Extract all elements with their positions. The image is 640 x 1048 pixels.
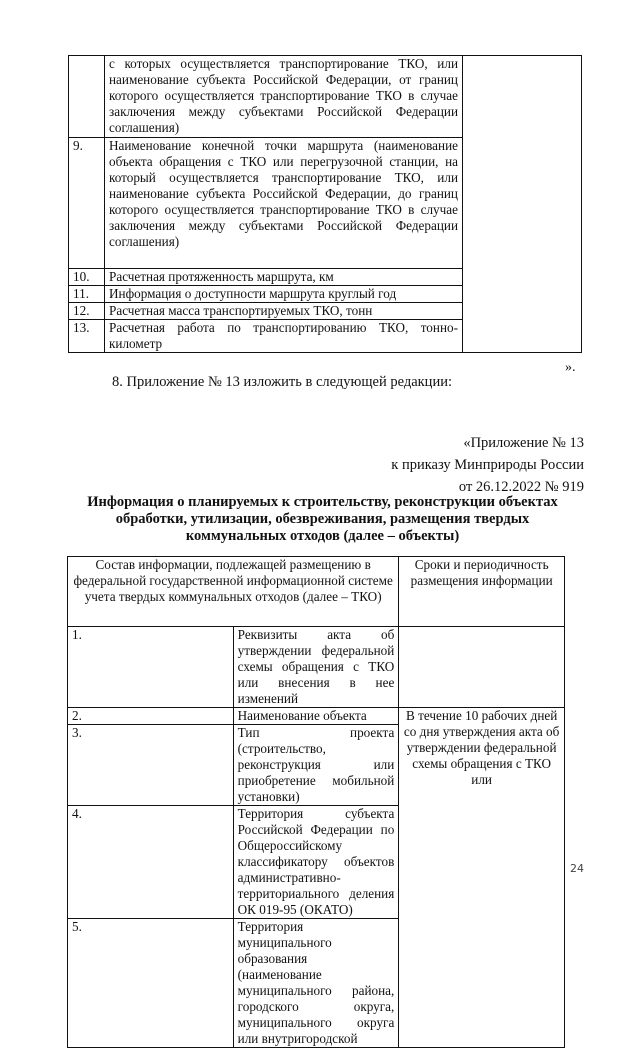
row-number: 11. xyxy=(69,286,105,303)
row-description: Информация о доступности маршрута круглый год xyxy=(105,286,463,303)
route-info-table-continued xyxy=(68,55,582,353)
section-title: Информация о планируемых к строительству, реконструкции объектах обработки, утилизации, обезвреживания, размещения твердых коммунальных отходов (далее – объекты) xyxy=(87,494,558,544)
table-header-row xyxy=(68,557,565,627)
period-cell xyxy=(463,56,582,353)
row-description: с которых осуществляется транспортирование ТКО, или наименование субъекта Российской Федерации, от границ которого осуществляется транспортирование ТКО в случае заключения между субъектами Российской Федерации соглашения) xyxy=(105,56,463,138)
header-period: Сроки и периодичность размещения информации xyxy=(399,557,565,627)
table-row xyxy=(68,708,565,725)
page-number: 24 xyxy=(570,862,584,875)
row-description: Наименование объекта xyxy=(233,708,399,725)
row-number: 10. xyxy=(69,269,105,286)
period-cell-empty xyxy=(399,627,565,708)
row-number: 1. xyxy=(68,627,234,708)
row-number: 13. xyxy=(69,320,105,353)
facilities-info-table xyxy=(67,556,565,1048)
row-description: Расчетная протяженность маршрута, км xyxy=(105,269,463,286)
row-number: 4. xyxy=(68,806,234,919)
row-number: 12. xyxy=(69,303,105,320)
row-number: 2. xyxy=(68,708,234,725)
annex-reference xyxy=(391,432,584,498)
table-row xyxy=(68,627,565,708)
row-description: Территория субъекта Российской Федерации по Общероссийскому классификатору объектов административно-территориального деления ОК 019-95 (ОКАТО) xyxy=(233,806,399,919)
row-number: 5. xyxy=(68,919,234,1048)
closing-quote: ». xyxy=(565,360,576,375)
annex-line: «Приложение № 13 xyxy=(463,435,584,451)
period-cell: В течение 10 рабочих дней со дня утверждения акта об утверждении федеральной схемы обращения с ТКО или xyxy=(399,708,565,1048)
annex-line: к приказу Минприроды России xyxy=(391,457,584,473)
row-description: Тип проекта (строительство, реконструкция или приобретение мобильной установки) xyxy=(233,725,399,806)
annex-line: от 26.12.2022 № 919 xyxy=(458,479,584,495)
row-number: 9. xyxy=(69,138,105,269)
row-number xyxy=(69,56,105,138)
table-row xyxy=(69,56,582,138)
amendment-instruction: 8. Приложение № 13 изложить в следующей редакции: xyxy=(112,374,452,390)
row-description: Расчетная работа по транспортированию ТКО, тонно-километр xyxy=(105,320,463,353)
row-number: 3. xyxy=(68,725,234,806)
row-description: Территория муниципального образования (наименование муниципального района, городского округа, муниципального округа или внутригородской xyxy=(233,919,399,1048)
row-description: Наименование конечной точки маршрута (наименование объекта обращения с ТКО или перегрузочной станции, на который осуществляется транспортирование ТКО, или наименование субъекта Российской Федерации, до границ которого осуществляется транспортирование ТКО в случае заключения между субъектами Российской Федерации соглашения) xyxy=(105,138,463,269)
row-description: Расчетная масса транспортируемых ТКО, тонн xyxy=(105,303,463,320)
row-description: Реквизиты акта об утверждении федеральной схемы обращения с ТКО или внесения в нее изменений xyxy=(233,627,399,708)
header-composition: Состав информации, подлежащей размещению в федеральной государственной информационной системе учета твердых коммунальных отходов (далее – ТКО) xyxy=(68,557,399,627)
